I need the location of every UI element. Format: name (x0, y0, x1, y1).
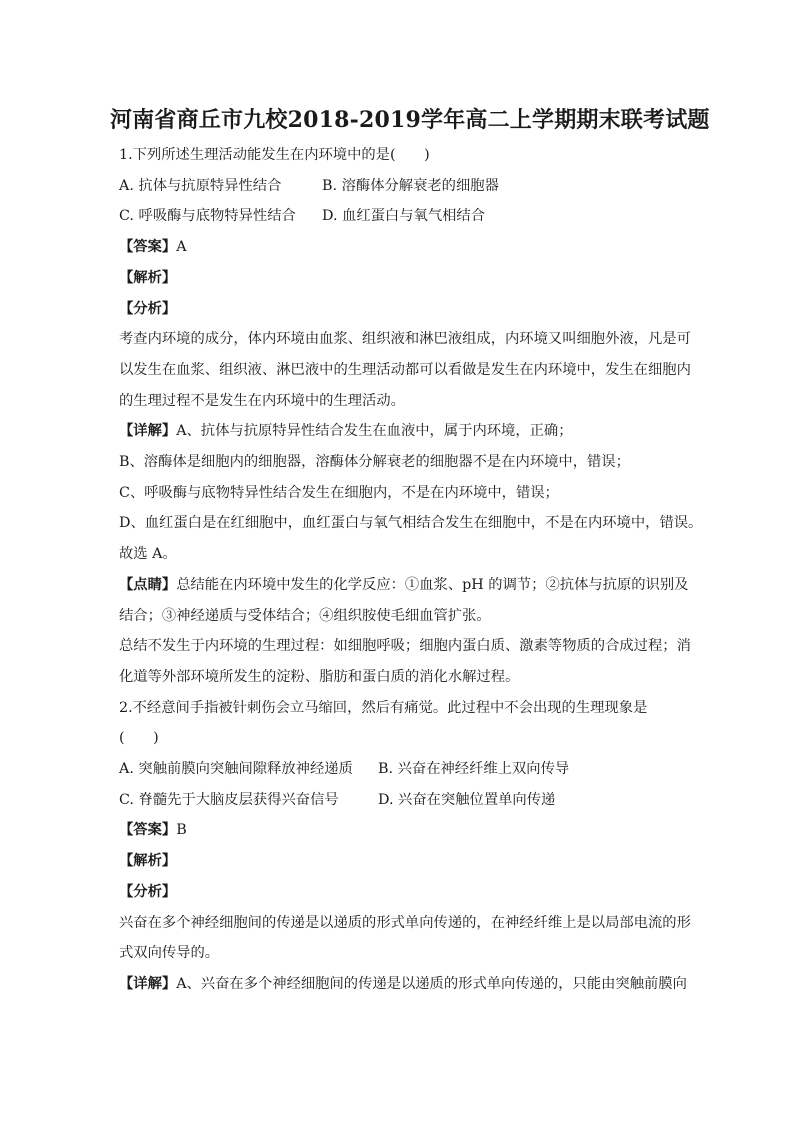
detail-tag: 【详解】 (119, 423, 177, 440)
question-1-options-row-1 (119, 171, 687, 202)
question-1-option-a: A. 抗体与抗原特异性结合 (119, 177, 282, 194)
detail-tag: 【详解】 (119, 975, 177, 992)
answer-value: B (176, 822, 187, 839)
question-2-fenxi-heading: 【分析】 (119, 883, 177, 900)
question-1-analysis-line: 的生理过程不是发生在内环境中的生理活动。 (119, 392, 405, 409)
question-1-detail-line: B、溶酶体是细胞内的细胞器，溶酶体分解衰老的细胞器不是在内环境中，错误； (119, 454, 630, 471)
question-1-tip-line: 结合；③神经递质与受体结合；④组织胺使毛细血管扩张。 (119, 607, 491, 624)
question-2-stem: 2.不经意间手指被针刺伤会立马缩回，然后有痛觉。此过程中不会出现的生理现象是 (119, 699, 648, 716)
question-2-option-b: B. 兴奋在神经纤维上双向传导 (378, 761, 570, 778)
page-title: 河南省商丘市九校2018-2019学年高二上学期期末联考试题 (110, 107, 710, 133)
question-1-stem: 1.下列所述生理活动能发生在内环境中的是( ) (119, 147, 430, 163)
question-2-answer (119, 815, 687, 846)
question-2-options-row-2 (119, 785, 687, 816)
question-2-option-c: C. 脊髓先于大脑皮层获得兴奋信号 (119, 791, 339, 808)
tip-tag: 【点睛】 (119, 576, 177, 593)
question-2-option-a: A. 突触前膜向突触间隙释放神经递质 (119, 761, 353, 778)
question-1-answer (119, 232, 687, 263)
detail-text: A、兴奋在多个神经细胞间的传递是以递质的形式单向传递的，只能由突触前膜向 (176, 975, 687, 992)
question-1-analysis-line: 以发生在血浆、组织液、淋巴液中的生理活动都可以看做是发生在内环境中，发生在细胞内 (119, 361, 691, 378)
question-1-analysis-line: 考查内环境的成分，体内环境由血浆、组织液和淋巴液组成，内环境又叫细胞外液，凡是可 (119, 331, 691, 348)
question-1-options-row-2 (119, 201, 687, 232)
question-1-detail-line: D、血红蛋白是在红细胞中，血红蛋白与氧气相结合发生在细胞中，不是在内环境中，错误。 (119, 515, 703, 532)
question-1-option-b: B. 溶酶体分解衰老的细胞器 (322, 177, 499, 194)
question-1-detail-line: 故选 A。 (119, 546, 177, 563)
question-2-stem-paren: ( ) (119, 730, 159, 747)
tip-text: 总结能在内环境中发生的化学反应：①血浆、pH 的调节；②抗体与抗原的识别及 (176, 576, 689, 593)
question-1-option-c: C. 呼吸酶与底物特异性结合 (119, 208, 296, 225)
question-2-jiexi-heading: 【解析】 (119, 853, 177, 870)
question-1-jiexi-heading: 【解析】 (119, 269, 177, 286)
question-1-detail-first (119, 416, 687, 447)
question-1-option-d: D. 血红蛋白与氧气相结合 (322, 208, 486, 225)
question-1-tip-first (119, 570, 687, 601)
question-2-analysis-line: 兴奋在多个神经细胞间的传递是以递质的形式单向传递的，在神经纤维上是以局部电流的形 (119, 914, 691, 931)
question-1-detail-line: C、呼吸酶与底物特异性结合发生在细胞内，不是在内环境中，错误； (119, 484, 559, 501)
question-1-tip-line: 总结不发生于内环境的生理过程：如细胞呼吸；细胞内蛋白质、激素等物质的合成过程；消 (119, 638, 691, 655)
answer-tag: 【答案】 (119, 822, 177, 839)
question-1-tip-line: 化道等外部环境所发生的淀粉、脂肪和蛋白质的消化水解过程。 (119, 668, 520, 685)
question-2-options-row-1 (119, 754, 687, 785)
answer-value: A (176, 239, 187, 256)
question-2-option-d: D. 兴奋在突触位置单向传递 (378, 791, 556, 808)
detail-text: A、抗体与抗原特异性结合发生在血液中，属于内环境，正确； (176, 423, 573, 440)
document-body (119, 140, 703, 1000)
question-2-detail-first (119, 969, 687, 1000)
question-2-analysis-line: 式双向传导的。 (119, 945, 220, 962)
answer-tag: 【答案】 (119, 239, 177, 256)
question-1-fenxi-heading: 【分析】 (119, 300, 177, 317)
